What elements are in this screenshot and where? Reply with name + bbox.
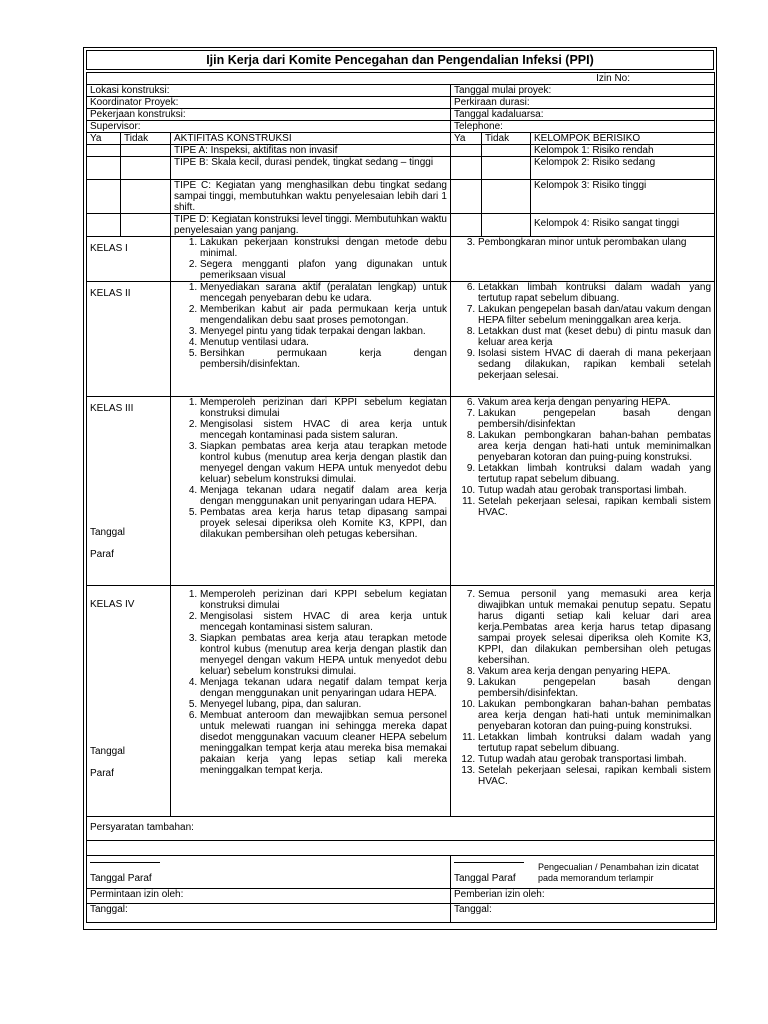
col-tidak-right: Tidak [482, 133, 531, 145]
list-item: 3. Menyegel pintu yang tidak terpakai dengan lakban. [200, 326, 447, 337]
list-item: 2. Memberikan kabut air pada permukaan kerja untuk mengendalikan debu saat proses pemotongan. [200, 304, 447, 326]
supervisor: Supervisor: [87, 121, 451, 133]
col-kelompok: KELOMPOK BERISIKO [531, 133, 715, 145]
list-item: 8. Vakum area kerja dengan penyaring HEPA. [478, 666, 711, 677]
list-item: 8. Lakukan pembongkaran bahan-bahan pembatas area kerja dengan hati-hati untuk meminimalkan penyebaran kotoran dan puing-puing konstruksi. [478, 430, 711, 463]
ya-checkbox[interactable] [87, 214, 121, 237]
tidak-checkbox[interactable] [121, 145, 171, 157]
permit-form-table [86, 72, 715, 923]
ya-checkbox[interactable] [451, 180, 482, 214]
kelas-2-left-list [174, 282, 447, 370]
list-item: 2. Mengisolasi sistem HVAC di area kerja untuk mencegah kontaminasi pada sistem saluran. [200, 419, 447, 441]
list-item: 11. Setelah pekerjaan selesai, rapikan kembali sistem HVAC. [478, 496, 711, 518]
tidak-checkbox[interactable] [121, 214, 171, 237]
list-item: 4. Menjaga tekanan udara negatif dalam area kerja dengan menggunakan unit penyaringan udara HEPA. [200, 485, 447, 507]
list-item: 9. Isolasi sistem HVAC di daerah di mana pekerjaan sedang dilakukan, rapikan kembali setelah pekerjaan selesai. [478, 348, 711, 381]
pekerjaan-konstruksi: Pekerjaan konstruksi: [87, 109, 451, 121]
list-item: 6. Letakkan limbah kontruksi dalam wadah yang tertutup rapat sebelum dibuang. [478, 282, 711, 304]
tipe-c: TIPE C: Kegiatan yang menghasilkan debu tingkat sedang sampai tinggi, membutuhkan waktu penyelesaian lebih dari 1 shift. [171, 180, 451, 214]
kelompok-3: Kelompok 3: Risiko tinggi [531, 180, 715, 214]
kelas-1-left-list [174, 237, 447, 281]
tanggal-kadaluarsa: Tanggal kadaluarsa: [451, 109, 715, 121]
kelas-1-label: KELAS I [87, 237, 171, 282]
kelas-3-left [171, 397, 451, 586]
kelas-2-left [171, 282, 451, 397]
list-item: 1. Menyediakan sarana aktif (peralatan lengkap) untuk mencegah penyebaran debu ke udara. [200, 282, 447, 304]
kelompok-4: Kelompok 4: Risiko sangat tinggi [531, 214, 715, 237]
list-item: 10. Tutup wadah atau gerobak transportasi limbah. [478, 485, 711, 496]
pemberian-izin: Pemberian izin oleh: [451, 889, 715, 904]
tanggal-paraf-left: Tanggal Paraf [87, 856, 451, 889]
kelas-4-right-list [454, 589, 711, 787]
list-item: 4. Menutup ventilasi udara. [200, 337, 447, 348]
list-item: 11. Letakkan limbah kontruksi dalam wadah yang tertutup rapat sebelum dibuang. [478, 732, 711, 754]
col-tidak: Tidak [121, 133, 171, 145]
tidak-checkbox[interactable] [121, 157, 171, 180]
kelas-4-label: KELAS IV Tanggal Paraf [87, 586, 171, 817]
list-item: 5. Pembatas area kerja harus tetap dipasang sampai proyek selesai diperiksa oleh Komite K3, KPPI, dan dilakukan pembersihan oleh petugas kebersihan. [200, 507, 447, 540]
tanggal-left: Tanggal: [87, 904, 451, 923]
kelas-4-left [171, 586, 451, 817]
kelas-4-left-list [174, 589, 447, 776]
tanggal-paraf-right: Tanggal Paraf Pengecualian / Penambahan izin dicatat pada memorandum terlampir [451, 856, 715, 889]
persyaratan-tambahan: Persyaratan tambahan: [87, 817, 715, 841]
list-item: 1. Memperoleh perizinan dari KPPI sebelum kegiatan konstruksi dimulai [200, 397, 447, 419]
perkiraan-durasi: Perkiraan durasi: [451, 97, 715, 109]
kelas-3-left-list [174, 397, 447, 540]
list-item: 2. Segera mengganti plafon yang digunakan untuk pemeriksaan visual [200, 259, 447, 281]
kelas-3-label: KELAS III Tanggal Paraf [87, 397, 171, 586]
kelas-1-right [451, 237, 715, 282]
kelas-2-label: KELAS II [87, 282, 171, 397]
ya-checkbox[interactable] [451, 145, 482, 157]
lokasi-konstruksi: Lokasi konstruksi: [87, 85, 451, 97]
list-item: 1. Memperoleh perizinan dari KPPI sebelum kegiatan konstruksi dimulai [200, 589, 447, 611]
list-item: 1. Lakukan pekerjaan konstruksi dengan metode debu minimal. [200, 237, 447, 259]
kelas-4-tanggal: Tanggal [90, 746, 126, 757]
list-item: 2. Mengisolasi sistem HVAC di area kerja untuk mencegah kontaminasi sistem saluran. [200, 611, 447, 633]
list-item: 3. Pembongkaran minor untuk perombakan ulang [478, 237, 711, 248]
kelas-2-right-list [454, 282, 711, 381]
list-item: 4. Menjaga tekanan udara negatif dalam tempat kerja dengan menggunakan unit penyaringan udara HEPA. [200, 677, 447, 699]
izin-no: Izin No: [87, 73, 715, 85]
list-item: 7. Lakukan pengepelan basah dan/atau vakum dengan HEPA filter sebelum meninggalkan area kerja. [478, 304, 711, 326]
tidak-checkbox[interactable] [121, 180, 171, 214]
list-item: 5. Menyegel lubang, pipa, dan saluran. [200, 699, 447, 710]
list-item: 12. Tutup wadah atau gerobak transportasi limbah. [478, 754, 711, 765]
kelompok-1: Kelompok 1: Risiko rendah [531, 145, 715, 157]
list-item: 6. Membuat anteroom dan mewajibkan semua personel untuk melewati ruangan ini sehingga mereka dapat disedot menggunakan vacuum cleaner HEPA sebelum meninggalkan tempat kerja atau mereka bisa memakai pakaian kerja yang lepas setiap kali mereka meninggalkan tempat kerja. [200, 710, 447, 776]
col-ya-right: Ya [451, 133, 482, 145]
list-item: 3. Siapkan pembatas area kerja atau terapkan metode kontrol kubus (menutup area kerja dengan plastik dan menyegel dengan vakum HEPA untuk menyedot debu keluar) sebelum konstruksi dimulai. [200, 441, 447, 485]
kelompok-2: Kelompok 2: Risiko sedang [531, 157, 715, 180]
persyaratan-field[interactable] [87, 841, 715, 856]
kelas-3-right-list [454, 397, 711, 518]
kelas-3-paraf: Paraf [90, 549, 114, 560]
list-item: 13. Setelah pekerjaan selesai, rapikan kembali sistem HVAC. [478, 765, 711, 787]
tipe-d: TIPE D: Kegiatan konstruksi level tinggi. Membutuhkan waktu penyelesaian yang panjang. [171, 214, 451, 237]
list-item: 7. Semua personil yang memasuki area kerja diwajibkan untuk memakai penutup sepatu. Sepatu harus diganti setiap kali keluar dari area kerja.Pembatas area kerja harus tetap dipasang sampai proyek selesai diperiksa oleh Komite K3, KPPI, dan dilakukan pembersihan oleh petugas kebersihan. [478, 589, 711, 666]
ya-checkbox[interactable] [451, 157, 482, 180]
tipe-a: TIPE A: Inspeksi, aktifitas non invasif [171, 145, 451, 157]
ya-checkbox[interactable] [87, 145, 121, 157]
kelas-1-right-list [454, 237, 711, 248]
kelas-3-tanggal: Tanggal [90, 527, 126, 538]
list-item: 3. Siapkan pembatas area kerja atau terapkan metode kontrol kubus (menutup area kerja dengan plastik dan menyegel dengan vakum HEPA untuk menyedot debu keluar) sebelum konstruksi dimulai. [200, 633, 447, 677]
list-item: 9. Lakukan pengepelan basah dengan pembersih/disinfektan. [478, 677, 711, 699]
signature-line [90, 862, 160, 863]
tidak-checkbox[interactable] [482, 157, 531, 180]
kelas-4-paraf: Paraf [90, 768, 114, 779]
signature-line [454, 862, 524, 863]
kelas-1-left [171, 237, 451, 282]
tanggal-right: Tanggal: [451, 904, 715, 923]
ya-checkbox[interactable] [451, 214, 482, 237]
permintaan-izin: Permintaan izin oleh: [87, 889, 451, 904]
list-item: 7. Lakukan pengepelan basah dengan pembersih/disinfektan [478, 408, 711, 430]
tanggal-mulai: Tanggal mulai proyek: [451, 85, 715, 97]
memorandum-note: Pengecualian / Penambahan izin dicatat pada memorandum terlampir [538, 862, 699, 883]
koordinator-proyek: Koordinator Proyek: [87, 97, 451, 109]
tidak-checkbox[interactable] [482, 145, 531, 157]
form-title: Ijin Kerja dari Komite Pencegahan dan Pengendalian Infeksi (PPI) [86, 50, 714, 70]
telephone: Telephone: [451, 121, 715, 133]
kelas-4-right [451, 586, 715, 817]
col-ya: Ya [87, 133, 121, 145]
tidak-checkbox[interactable] [482, 214, 531, 237]
ya-checkbox[interactable] [87, 180, 121, 214]
list-item: 10. Lakukan pembongkaran bahan-bahan pembatas area kerja dengan hati-hati untuk meminimalkan penyebaran kotoran dan puing-puing konstruksi. [478, 699, 711, 732]
list-item: 6. Vakum area kerja dengan penyaring HEPA. [478, 397, 711, 408]
list-item: 9. Letakkan limbah kontruksi dalam wadah yang tertutup rapat sebelum dibuang. [478, 463, 711, 485]
list-item: 8. Letakkan dust mat (keset debu) di pintu masuk dan keluar area kerja [478, 326, 711, 348]
ya-checkbox[interactable] [87, 157, 121, 180]
kelas-3-right [451, 397, 715, 586]
kelas-2-right [451, 282, 715, 397]
list-item: 5. Bersihkan permukaan kerja dengan pembersih/disinfektan. [200, 348, 447, 370]
tidak-checkbox[interactable] [482, 180, 531, 214]
col-aktifitas: AKTIFITAS KONSTRUKSI [171, 133, 451, 145]
tipe-b: TIPE B: Skala kecil, durasi pendek, tingkat sedang – tinggi [171, 157, 451, 180]
